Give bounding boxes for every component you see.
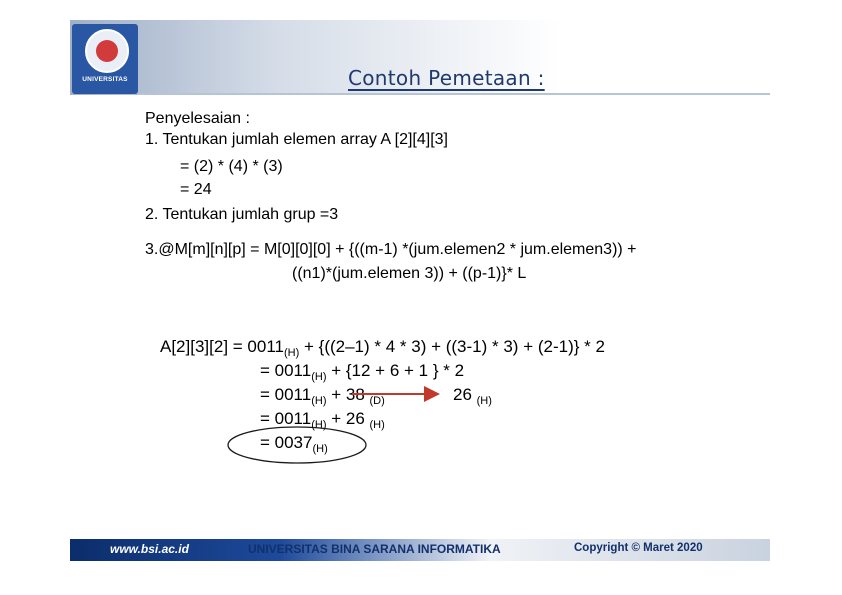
text-line-1: Penyelesaian : [145,110,250,127]
text-line-5: 2. Tentukan jumlah grup =3 [145,206,339,223]
calc-line-3-result [453,385,492,407]
calc-line-4-sub2: (H) [369,419,385,431]
logo-text: UNIVERSITAS [82,76,128,83]
text-line-2: 1. Tentukan jumlah elemen array A [2][4][3] [145,131,448,148]
calc-line-3-sub2: (D) [369,395,385,407]
calc-line-4 [260,409,385,431]
calc-line-2-b: + {12 + 6 + 1 } * 2 [326,361,465,380]
footer-bar [70,539,770,561]
calc-line-3-b: + 38 [326,385,370,404]
university-logo [72,24,138,94]
calc-line-3-c: 26 [453,385,477,404]
text-line-7: ((n1)*(jum.elemen 3)) + ((p-1)}* L [292,265,527,282]
calc-line-3-a: = 0011 [260,385,312,404]
footer-copyright: Copyright © Maret 2020 [574,542,703,554]
calc-line-3-sub3: (H) [476,395,492,407]
calc-line-2-sub: (H) [311,371,327,383]
calc-line-5-sub: (H) [312,443,328,455]
calc-line-1-a: A[2][3][2] = 0011 [160,337,284,356]
calc-line-1 [160,337,605,359]
calc-line-4-a: = 0011 [260,409,312,428]
footer-university: UNIVERSITAS BINA SARANA INFORMATIKA [248,542,501,556]
header-divider [138,93,770,95]
page-title: Contoh Pemetaan : [348,66,545,90]
text-line-6: 3.@M[m][n][p] = M[0][0][0] + {((m-1) *(jum.elemen2 * jum.elemen3)) + [145,241,637,258]
calc-line-5 [260,433,328,455]
text-line-3: = (2) * (4) * (3) [180,158,283,175]
calc-line-2 [260,361,465,383]
calc-line-1-b: + {((2–1) * 4 * 3) + ((3-1) * 3) + (2-1)} * 2 [299,337,605,356]
logo-emblem-center [96,40,118,62]
calc-line-4-sub: (H) [311,419,327,431]
footer-url: www.bsi.ac.id [110,542,189,556]
text-line-4: = 24 [180,181,212,198]
logo-emblem-icon [85,29,129,73]
calc-line-1-sub: (H) [283,347,300,359]
calc-line-2-a: = 0011 [260,361,312,380]
calc-line-3 [260,385,385,407]
calc-line-4-b: + 26 [326,409,370,428]
calc-line-3-sub: (H) [311,395,327,407]
calc-line-5-a: = 0037 [260,433,313,452]
